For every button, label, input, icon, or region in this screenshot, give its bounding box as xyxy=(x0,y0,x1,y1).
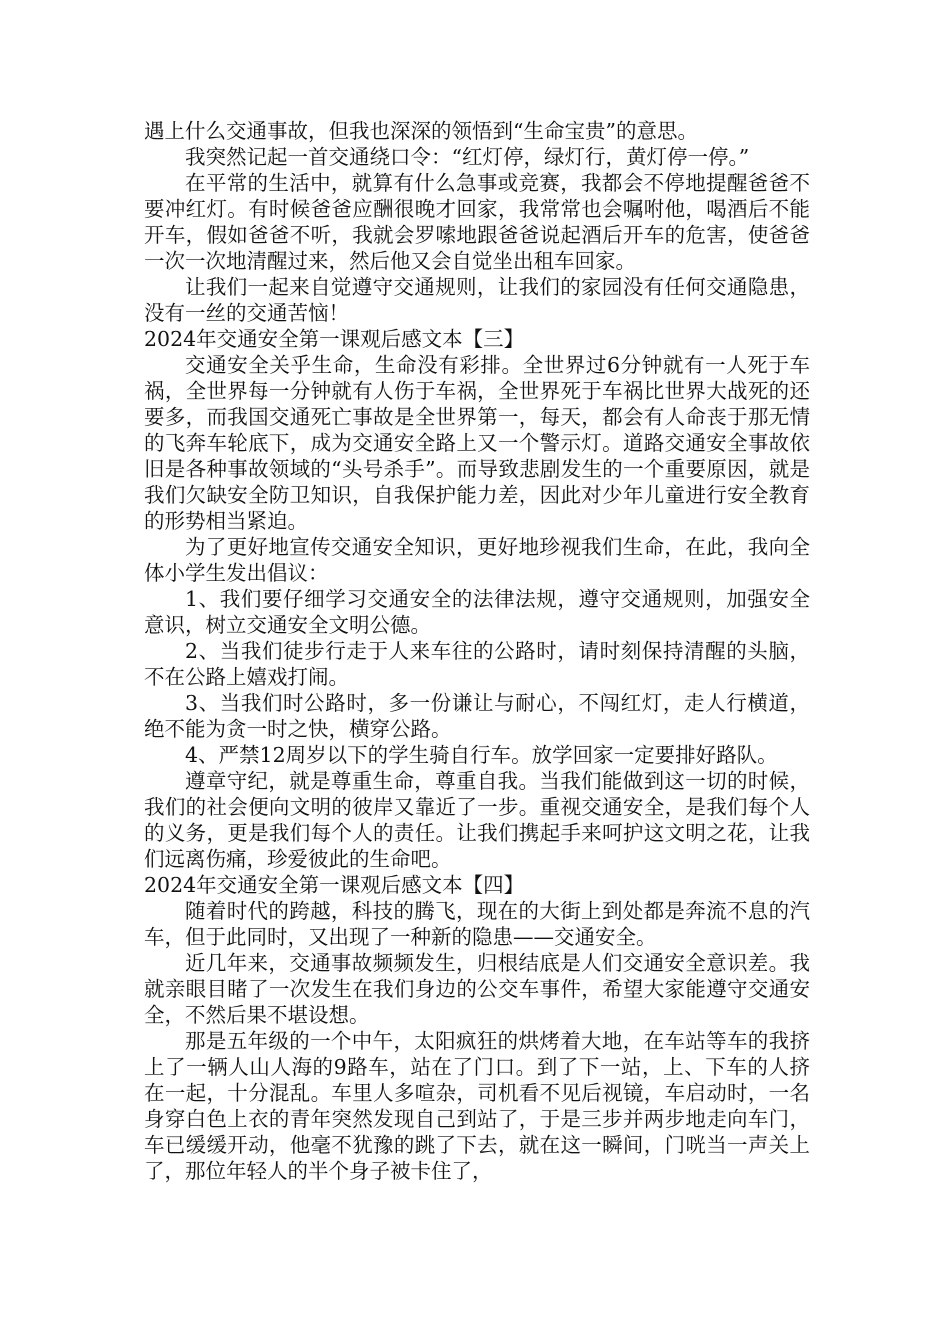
list-item: 2、当我们徒步行走于人来车往的公路时，请时刻保持清醒的头脑，不在公路上嬉戏打闹。 xyxy=(144,639,810,689)
section-heading: 2024年交通安全第一课观后感文本【三】 xyxy=(144,327,525,351)
list-item: 3、当我们时公路时，多一份谦让与耐心，不闯红灯，走人行横道，绝不能为贪一时之快，横穿公路。 xyxy=(144,691,810,741)
paragraph: 为了更好地宣传交通安全知识，更好地珍视我们生命，在此，我向全体小学生发出倡议： xyxy=(144,535,810,585)
list-item: 4、严禁12周岁以下的学生骑自行车。放学回家一定要排好路队。 xyxy=(185,743,778,767)
paragraph: 交通安全关乎生命，生命没有彩排。全世界过6分钟就有一人死于车祸，全世界每一分钟就有人伤于车祸，全世界死于车祸比世界大战死的还要多，而我国交通死亡事故是全世界第一，每天，都会有人命丧于那无情的飞奔车轮底下，成为交通安全路上又一个警示灯。道路交通安全事故依旧是各种事故领域的“头号杀手”。而导致悲剧发生的一个重要原因，就是我们欠缺安全防卫知识，自我保护能力差，因此对少年儿童进行安全教育的形势相当紧迫。 xyxy=(144,353,810,533)
paragraph: 遇上什么交通事故，但我也深深的领悟到“生命宝贵”的意思。 xyxy=(144,119,698,143)
paragraph: 遵章守纪，就是尊重生命，尊重自我。当我们能做到这一切的时候，我们的社会便向文明的彼岸又靠近了一步。重视交通安全，是我们每个人的义务，更是我们每个人的责任。让我们携起手来呵护这文明之花，让我们远离伤痛，珍爱彼此的生命吧。 xyxy=(144,769,810,871)
list-item: 1、我们要仔细学习交通安全的法律法规，遵守交通规则，加强安全意识，树立交通安全文明公德。 xyxy=(144,587,810,637)
paragraph: 近几年来，交通事故频频发生，归根结底是人们交通安全意识差。我就亲眼目睹了一次发生在我们身边的公交车事件，希望大家能遵守交通安全，不然后果不堪设想。 xyxy=(144,951,810,1027)
document-page xyxy=(144,118,810,1184)
paragraph: 随着时代的跨越，科技的腾飞，现在的大街上到处都是奔流不息的汽车，但于此同时，又出现了一种新的隐患——交通安全。 xyxy=(144,899,810,949)
paragraph: 在平常的生活中，就算有什么急事或竞赛，我都会不停地提醒爸爸不要冲红灯。有时候爸爸应酬很晚才回家，我常常也会嘱咐他，喝酒后不能开车，假如爸爸不听，我就会罗嗦地跟爸爸说起酒后开车的危害，使爸爸一次一次地清醒过来，然后他又会自觉坐出租车回家。 xyxy=(144,171,810,273)
paragraph: 我突然记起一首交通绕口令：“红灯停，绿灯行，黄灯停一停。” xyxy=(185,145,750,169)
paragraph: 那是五年级的一个中午，太阳疯狂的烘烤着大地，在车站等车的我挤上了一辆人山人海的9路车，站在了门口。到了下一站，上、下车的人挤在一起，十分混乱。车里人多喧杂，司机看不见后视镜，车启动时，一名身穿白色上衣的青年突然发现自己到站了，于是三步并两步地走向车门，车已缓缓开动，他毫不犹豫的跳了下去，就在这一瞬间，门咣当一声关上了，那位年轻人的半个身子被卡住了， xyxy=(144,1029,810,1183)
section-heading: 2024年交通安全第一课观后感文本【四】 xyxy=(144,873,525,897)
paragraph: 让我们一起来自觉遵守交通规则，让我们的家园没有任何交通隐患，没有一丝的交通苦恼！ xyxy=(144,275,810,325)
